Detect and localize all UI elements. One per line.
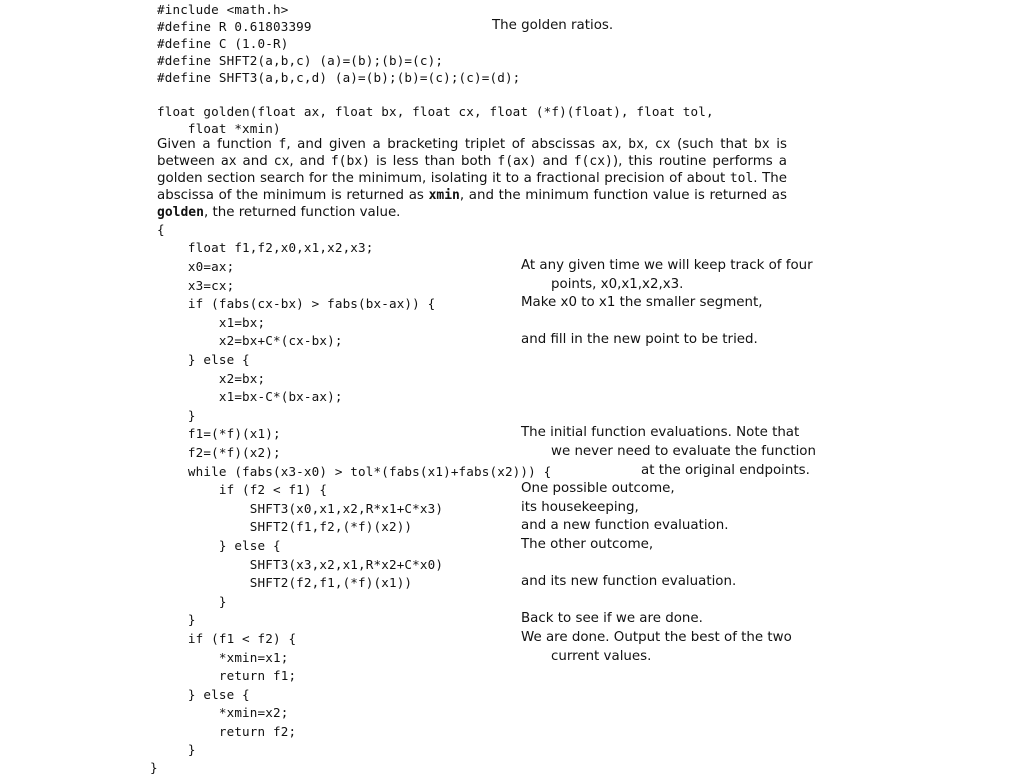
comment-done-line-2: current values. — [551, 649, 652, 664]
desc-code: cx — [273, 154, 290, 169]
code-line: x2=bx; — [157, 371, 266, 386]
desc-text: , and given a bracketing triplet of abscissas — [286, 137, 602, 152]
function-signature-line-2: float *xmin) — [157, 121, 281, 136]
code-line: SHFT3(x0,x1,x2,R*x1+C*x3) — [157, 501, 444, 516]
comment-initial-line-1: The initial function evaluations. Note that — [521, 425, 800, 440]
code-line: f1=(*f)(x1); — [157, 426, 281, 441]
code-line: f2=(*f)(x2); — [157, 445, 281, 460]
comment-track-line-1: At any given time we will keep track of four — [521, 258, 813, 273]
code-line: { — [157, 222, 165, 237]
code-line: } — [157, 612, 196, 627]
code-line: return f1; — [157, 668, 297, 683]
desc-text: . The abscissa of the minimum is returned as — [157, 171, 787, 203]
desc-text: , and — [289, 154, 331, 169]
comment-track-line-2: points, x0,x1,x2,x3. — [551, 277, 684, 292]
code-line: while (fabs(x3-x0) > tol*(fabs(x1)+fabs(x2))) { — [157, 464, 552, 479]
desc-text: , — [643, 137, 655, 152]
desc-code: xmin — [428, 188, 460, 203]
desc-code: bx — [628, 137, 644, 152]
code-line: if (f1 < f2) { — [157, 631, 297, 646]
comment-other-outcome: The other outcome, — [521, 537, 654, 552]
desc-text: is between — [157, 137, 787, 169]
code-line: SHFT3(x3,x2,x1,R*x2+C*x0) — [157, 557, 444, 572]
desc-text: and — [236, 154, 274, 169]
code-line: x1=bx-C*(bx-ax); — [157, 389, 343, 404]
function-signature-line-1: float golden(float ax, float bx, float cx, float (*f)(float), float tol, — [157, 104, 714, 119]
desc-text: , and the minimum function value is returned as — [459, 188, 787, 203]
code-line: if (fabs(cx-bx) > fabs(bx-ax)) { — [157, 296, 436, 311]
code-line: } else { — [157, 538, 281, 553]
code-line: } else { — [157, 352, 250, 367]
desc-code: f(ax) — [497, 154, 537, 169]
desc-text: (such that — [670, 137, 755, 152]
desc-text: is less than both — [369, 154, 498, 169]
code-line: *xmin=x2; — [157, 705, 289, 720]
code-line: } else { — [157, 687, 250, 702]
desc-text: , — [617, 137, 629, 152]
desc-code: cx — [654, 137, 671, 152]
comment-endpoints: at the original endpoints. — [641, 463, 810, 478]
desc-text: ), this routine performs a golden section search for the minimum, isolating it to a fractional precision of about — [157, 154, 787, 186]
define-r-line: #define R 0.61803399 — [157, 19, 312, 34]
code-line: x0=ax; — [157, 259, 235, 274]
comment-its-new-evaluation: and its new function evaluation. — [521, 574, 737, 589]
code-line: x3=cx; — [157, 278, 235, 293]
comment-done-line-1: We are done. Output the best of the two — [521, 630, 792, 645]
code-line: x2=bx+C*(cx-bx); — [157, 333, 343, 348]
function-description — [157, 136, 787, 221]
code-line: } — [150, 760, 158, 775]
desc-code: golden — [157, 205, 204, 220]
code-line: SHFT2(f2,f1,(*f)(x1)) — [157, 575, 413, 590]
comment-one-outcome: One possible outcome, — [521, 481, 675, 496]
desc-code: f — [278, 137, 287, 152]
desc-code: f(cx) — [573, 154, 613, 169]
desc-code: f(bx) — [330, 154, 370, 169]
desc-text: and — [536, 154, 574, 169]
comment-new-evaluation: and a new function evaluation. — [521, 518, 729, 533]
code-line: return f2; — [157, 724, 297, 739]
desc-code: ax — [601, 137, 618, 152]
code-line: x1=bx; — [157, 315, 266, 330]
comment-housekeeping: its housekeeping, — [521, 500, 639, 515]
comment-initial-line-2: we never need to evaluate the function — [551, 444, 816, 459]
code-line: } — [157, 742, 196, 757]
code-line: if (f2 < f1) { — [157, 482, 328, 497]
code-line: } — [157, 594, 227, 609]
define-c-line: #define C (1.0-R) — [157, 36, 289, 51]
golden-ratios-comment: The golden ratios. — [492, 18, 614, 33]
code-line: SHFT2(f1,f2,(*f)(x2)) — [157, 519, 413, 534]
comment-fill-point: and fill in the new point to be tried. — [521, 332, 758, 347]
desc-code: bx — [754, 137, 770, 152]
desc-text: , the returned function value. — [203, 205, 401, 220]
desc-code: tol — [729, 171, 754, 186]
desc-text: Given a function — [157, 137, 279, 152]
define-shft3-line: #define SHFT3(a,b,c,d) (a)=(b);(b)=(c);(c)=(d); — [157, 70, 521, 85]
code-line: } — [157, 408, 196, 423]
desc-code: ax — [220, 154, 237, 169]
include-line: #include <math.h> — [157, 2, 289, 17]
code-line: float f1,f2,x0,x1,x2,x3; — [157, 240, 374, 255]
code-line: *xmin=x1; — [157, 650, 289, 665]
define-shft2-line: #define SHFT2(a,b,c) (a)=(b);(b)=(c); — [157, 53, 444, 68]
comment-back-to-check: Back to see if we are done. — [521, 611, 703, 626]
comment-smaller-segment: Make x0 to x1 the smaller segment, — [521, 295, 763, 310]
